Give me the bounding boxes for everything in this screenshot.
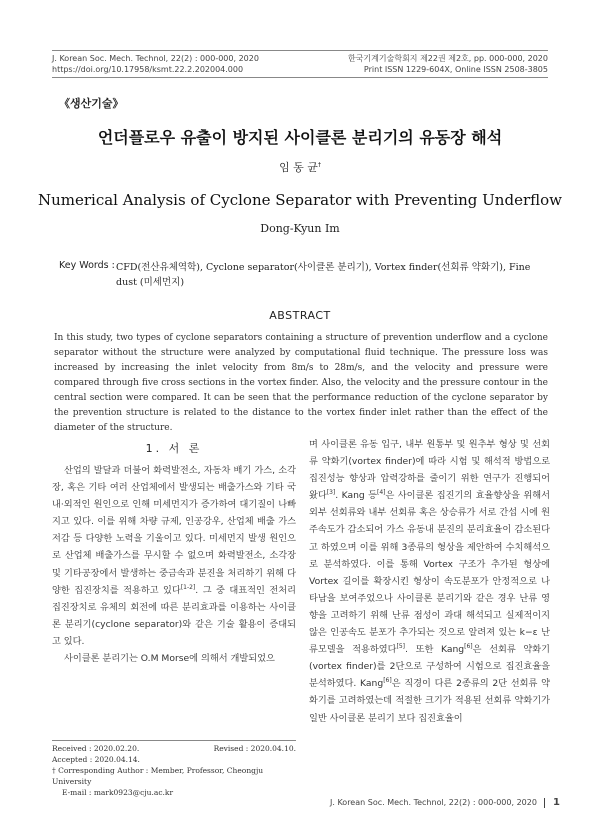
- abstract-heading: ABSTRACT: [269, 309, 331, 322]
- email[interactable]: E-mail : mark0923@cju.ac.kr: [62, 788, 174, 797]
- citation: [1-2]: [180, 583, 196, 591]
- author-english: Dong-Kyun Im: [260, 222, 340, 235]
- citation: [5]: [396, 643, 406, 651]
- header-rule-top: [52, 50, 548, 51]
- page-footer: [330, 797, 560, 808]
- keywords-label: Key Words :: [59, 260, 115, 271]
- text-segment: 은 선회류 약화기(vortex finder)를 2단으로 구성하여 시험으로 집진효율을 분석하였다. Kang: [309, 644, 551, 690]
- text-segment: 은 사이클론 집진기의 효율향상을 위해서 외부 선회류와 내부 선회류 혹은 상승류가 서로 간섭 시에 원주속도가 감소되어 가스 유동내 분진의 분리효율이 감소된다고 하였으며 이를 위해 3종류의 형상을 제안하여 수치해석으로 분석하였다. 이를 통해 Vortex 구조가 추가된 형상에 Vortex 길이를 확장시킨 형상이 속도분포가 안정적으로 나타남을 보여주었으나 사이클론 분리기와 같은 경우 난류 영향을 고려하기 위해 난류 점성이 과대 해석되고 실제적이지 않은 인공속도 분포가 추가되는 것으로 알려져 있는 k−ε 난류모델을 적용하였다: [309, 490, 550, 656]
- keywords-text: CFD(전산유체역학), Cyclone separator(사이클론 분리기), Vortex finder(선회류 약화기), Fine dust (미세먼지): [116, 262, 531, 288]
- footer-citation: J. Korean Soc. Mech. Technol, 22(2) : 000-000, 2020: [330, 798, 537, 807]
- issn-info: Print ISSN 1229-604X, Online ISSN 2508-3805: [363, 65, 548, 74]
- doi-link[interactable]: https://doi.org/10.17958/ksmt.22.2.202004.000: [52, 65, 244, 74]
- intro-paragraph-1: [52, 462, 296, 650]
- intro-text-a: 산업의 발달과 더불어 화력발전소, 자동차 배기 가스, 소각장, 혹은 기타 여러 산업체에서 발생되는 배출가스와 기타 국내·외적인 원인으로 인해 미세먼지가 증가하여 대기질이 나빠지고 있다. 이를 위해 차량 규제, 인공강우, 산업체 배출 가스 저감 등 다양한 노력을 기울이고 있다. 미세먼지 발생 원인으로 산업체 배출가스를 무시할 수 없으며 화력발전소, 소각장 및 기타공장에서 발생하는 중금속과 분진을 처리하기 위해 다양한 집진장치를 적용하고 있다: [52, 465, 296, 596]
- section-tag: 《생산기술》: [59, 97, 124, 110]
- text-segment: . 또한 Kang: [405, 644, 465, 656]
- journal-citation: J. Korean Soc. Mech. Technol, 22(2) : 000-000, 2020: [52, 54, 259, 63]
- footer-divider: [544, 798, 545, 808]
- accepted-date: Accepted : 2020.04.14.: [52, 755, 140, 764]
- citation: [4]: [377, 489, 386, 497]
- text-segment: 며 사이클론 유동 입구, 내부 원통부 및 원추부 형상 및 선회류 약화기(vortex finder)에 따라 시험 및 해석적 방법으로 집진성능 향상과 압력강하를 줄이기 위한 연구가 진행되어 왔다: [309, 439, 550, 502]
- footnote-dates: [52, 743, 296, 754]
- corresponding-mark: †: [317, 161, 321, 169]
- footnote: [52, 743, 296, 798]
- page-number: 1: [553, 797, 560, 808]
- left-column: [52, 462, 296, 667]
- section-heading-introduction: 1. 서 론: [145, 442, 203, 455]
- citation: [3]: [326, 489, 336, 497]
- header-rule-bottom: [52, 77, 548, 78]
- citation: [6]: [464, 643, 473, 651]
- intro-paragraph-2: 사이클론 분리기는 O.M Morse에 의해서 개발되었으: [63, 653, 275, 665]
- author-korean: [0, 159, 600, 175]
- citation: [6]: [383, 677, 392, 685]
- footnote-rule: [52, 740, 296, 741]
- text-segment: 은 직경이 다른 2종류의 2단 선회류 약화기를 고려하였는데 적절한 크기가 적용된 선회류 약화기가 일반 사이클론 분리기 보다 집진효율이: [309, 678, 551, 724]
- journal-citation-korean: 한국기계기술학회지 제22권 제2호, pp. 000-000, 2020: [347, 54, 548, 63]
- revised-date: Revised : 2020.04.10.: [213, 744, 296, 753]
- right-column: [309, 436, 550, 727]
- abstract-body: In this study, two types of cyclone separators containing a structure of prevention underflow and a cyclone separator without the structure were analyzed by computational fluid technique. The pressure loss was increased by increasing the inlet velocity from 8m/s to 28m/s, and the velocity and pressure were compared through five cross sections in the vortex finder. Also, the velocity and the pressure contour in the central section were compared. It can be seen that the performance reduction of the cyclone separator by the prevention structure is related to the distance to the vortex finder inlet rather than the effect of the diameter of the structure.: [54, 333, 548, 433]
- intro-text-b: . 그 중 대표적인 전처리 집진장치로 유체의 회전에 따른 분리효과를 이용하는 사이클론 분리기(cyclone separator)와 같은 기술 활용이 증대되고 있다.: [52, 584, 296, 647]
- paper-title-english: Numerical Analysis of Cyclone Separator with Preventing Underflow: [37, 191, 562, 209]
- corresponding-author: † Corresponding Author : Member, Professor, Cheongju University: [52, 766, 264, 786]
- paper-title-korean: 언더플로우 유출이 방지된 사이클론 분리기의 유동장 해석: [97, 128, 503, 147]
- text-segment: . Kang 등: [335, 490, 378, 502]
- received-date: Received : 2020.02.20.: [52, 744, 140, 753]
- author-korean-name: 임 동 균: [279, 161, 318, 174]
- intro-paragraph-continued: [309, 436, 550, 727]
